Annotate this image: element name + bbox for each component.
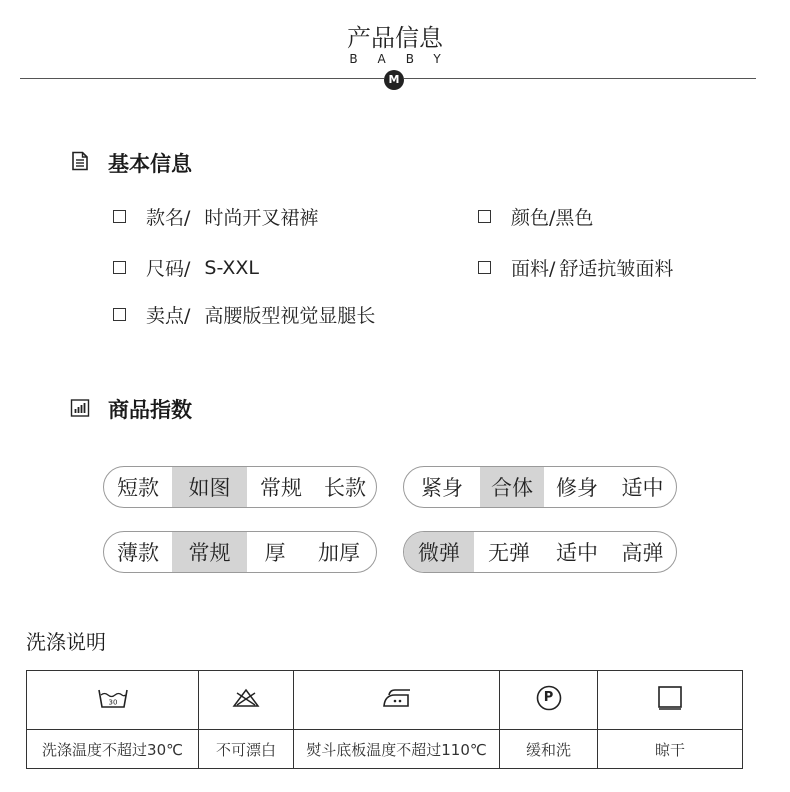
info-item-color [478, 203, 593, 230]
care-label: 不可漂白 [199, 730, 294, 769]
page-subtitle: BABY [349, 52, 461, 66]
scale-option: 常规 [260, 476, 302, 500]
scale-length [103, 466, 377, 508]
care-icon-cell [294, 671, 500, 730]
info-item-style-name [113, 203, 318, 230]
info-value: 舒适抗皱面料 [559, 258, 674, 280]
info-value: 时尚开叉裙裤 [204, 207, 319, 229]
brand-badge: M [384, 70, 404, 90]
care-icon-cell [598, 671, 743, 730]
care-label: 洗涤温度不超过30℃ [27, 730, 199, 769]
tumble-dry-icon [657, 696, 683, 715]
info-label: 颜色/ [511, 207, 556, 229]
info-label: 款名/ [146, 207, 191, 229]
scale-option-selected: 微弹 [404, 532, 474, 572]
scale-option: 加厚 [318, 541, 360, 565]
scale-thickness [103, 531, 377, 573]
iron-icon [381, 695, 413, 714]
scale-option-selected: 常规 [172, 532, 247, 572]
scale-option: 高弹 [621, 541, 664, 565]
scale-option: 厚 [264, 541, 286, 565]
care-label: 熨斗底板温度不超过110℃ [294, 730, 500, 769]
care-label: 缓和洗 [500, 730, 598, 769]
scale-option-selected: 如图 [172, 467, 247, 507]
basic-info-heading: 基本信息 [108, 152, 192, 176]
header-divider-right [404, 78, 756, 79]
care-label: 晾干 [598, 730, 743, 769]
dry-clean-symbol: P [543, 690, 554, 705]
header-divider-left [20, 78, 384, 79]
care-icon-cell [199, 671, 294, 730]
document-icon [70, 151, 90, 175]
checkbox [478, 261, 491, 274]
bar-chart-icon [70, 398, 90, 422]
checkbox [113, 210, 126, 223]
scale-option: 无弹 [488, 541, 530, 565]
info-item-selling-point [113, 301, 375, 328]
care-icon-cell [500, 671, 598, 730]
info-label: 尺码/ [146, 258, 191, 280]
scale-elasticity [403, 531, 677, 573]
page-title: 产品信息 [347, 24, 443, 52]
scale-option: 长款 [324, 476, 366, 500]
checkbox [478, 210, 491, 223]
checkbox [113, 261, 126, 274]
dry-clean-p-icon [536, 685, 562, 711]
info-value: 黑色 [555, 207, 594, 229]
care-heading: 洗涤说明 [26, 630, 106, 654]
product-index-heading: 商品指数 [108, 398, 192, 422]
svg-text:30: 30 [108, 698, 117, 707]
care-icon-cell [27, 671, 199, 730]
info-label: 卖点/ [146, 305, 191, 327]
no-bleach-icon [231, 694, 261, 713]
scale-option: 适中 [621, 476, 664, 500]
scale-option-selected: 合体 [480, 467, 544, 507]
scale-option: 短款 [117, 476, 159, 500]
scale-option: 紧身 [421, 476, 463, 500]
info-label: 面料/ [511, 258, 556, 280]
scale-fit [403, 466, 677, 508]
scale-option: 适中 [556, 541, 598, 565]
info-item-size [113, 254, 259, 281]
info-value: S-XXL [204, 256, 259, 279]
checkbox [113, 308, 126, 321]
care-table [26, 670, 743, 769]
scale-option: 薄款 [117, 541, 159, 565]
wash-30-icon [98, 694, 128, 713]
scale-option: 修身 [556, 476, 598, 500]
info-item-fabric [478, 254, 673, 281]
info-value: 高腰版型视觉显腿长 [204, 305, 376, 327]
